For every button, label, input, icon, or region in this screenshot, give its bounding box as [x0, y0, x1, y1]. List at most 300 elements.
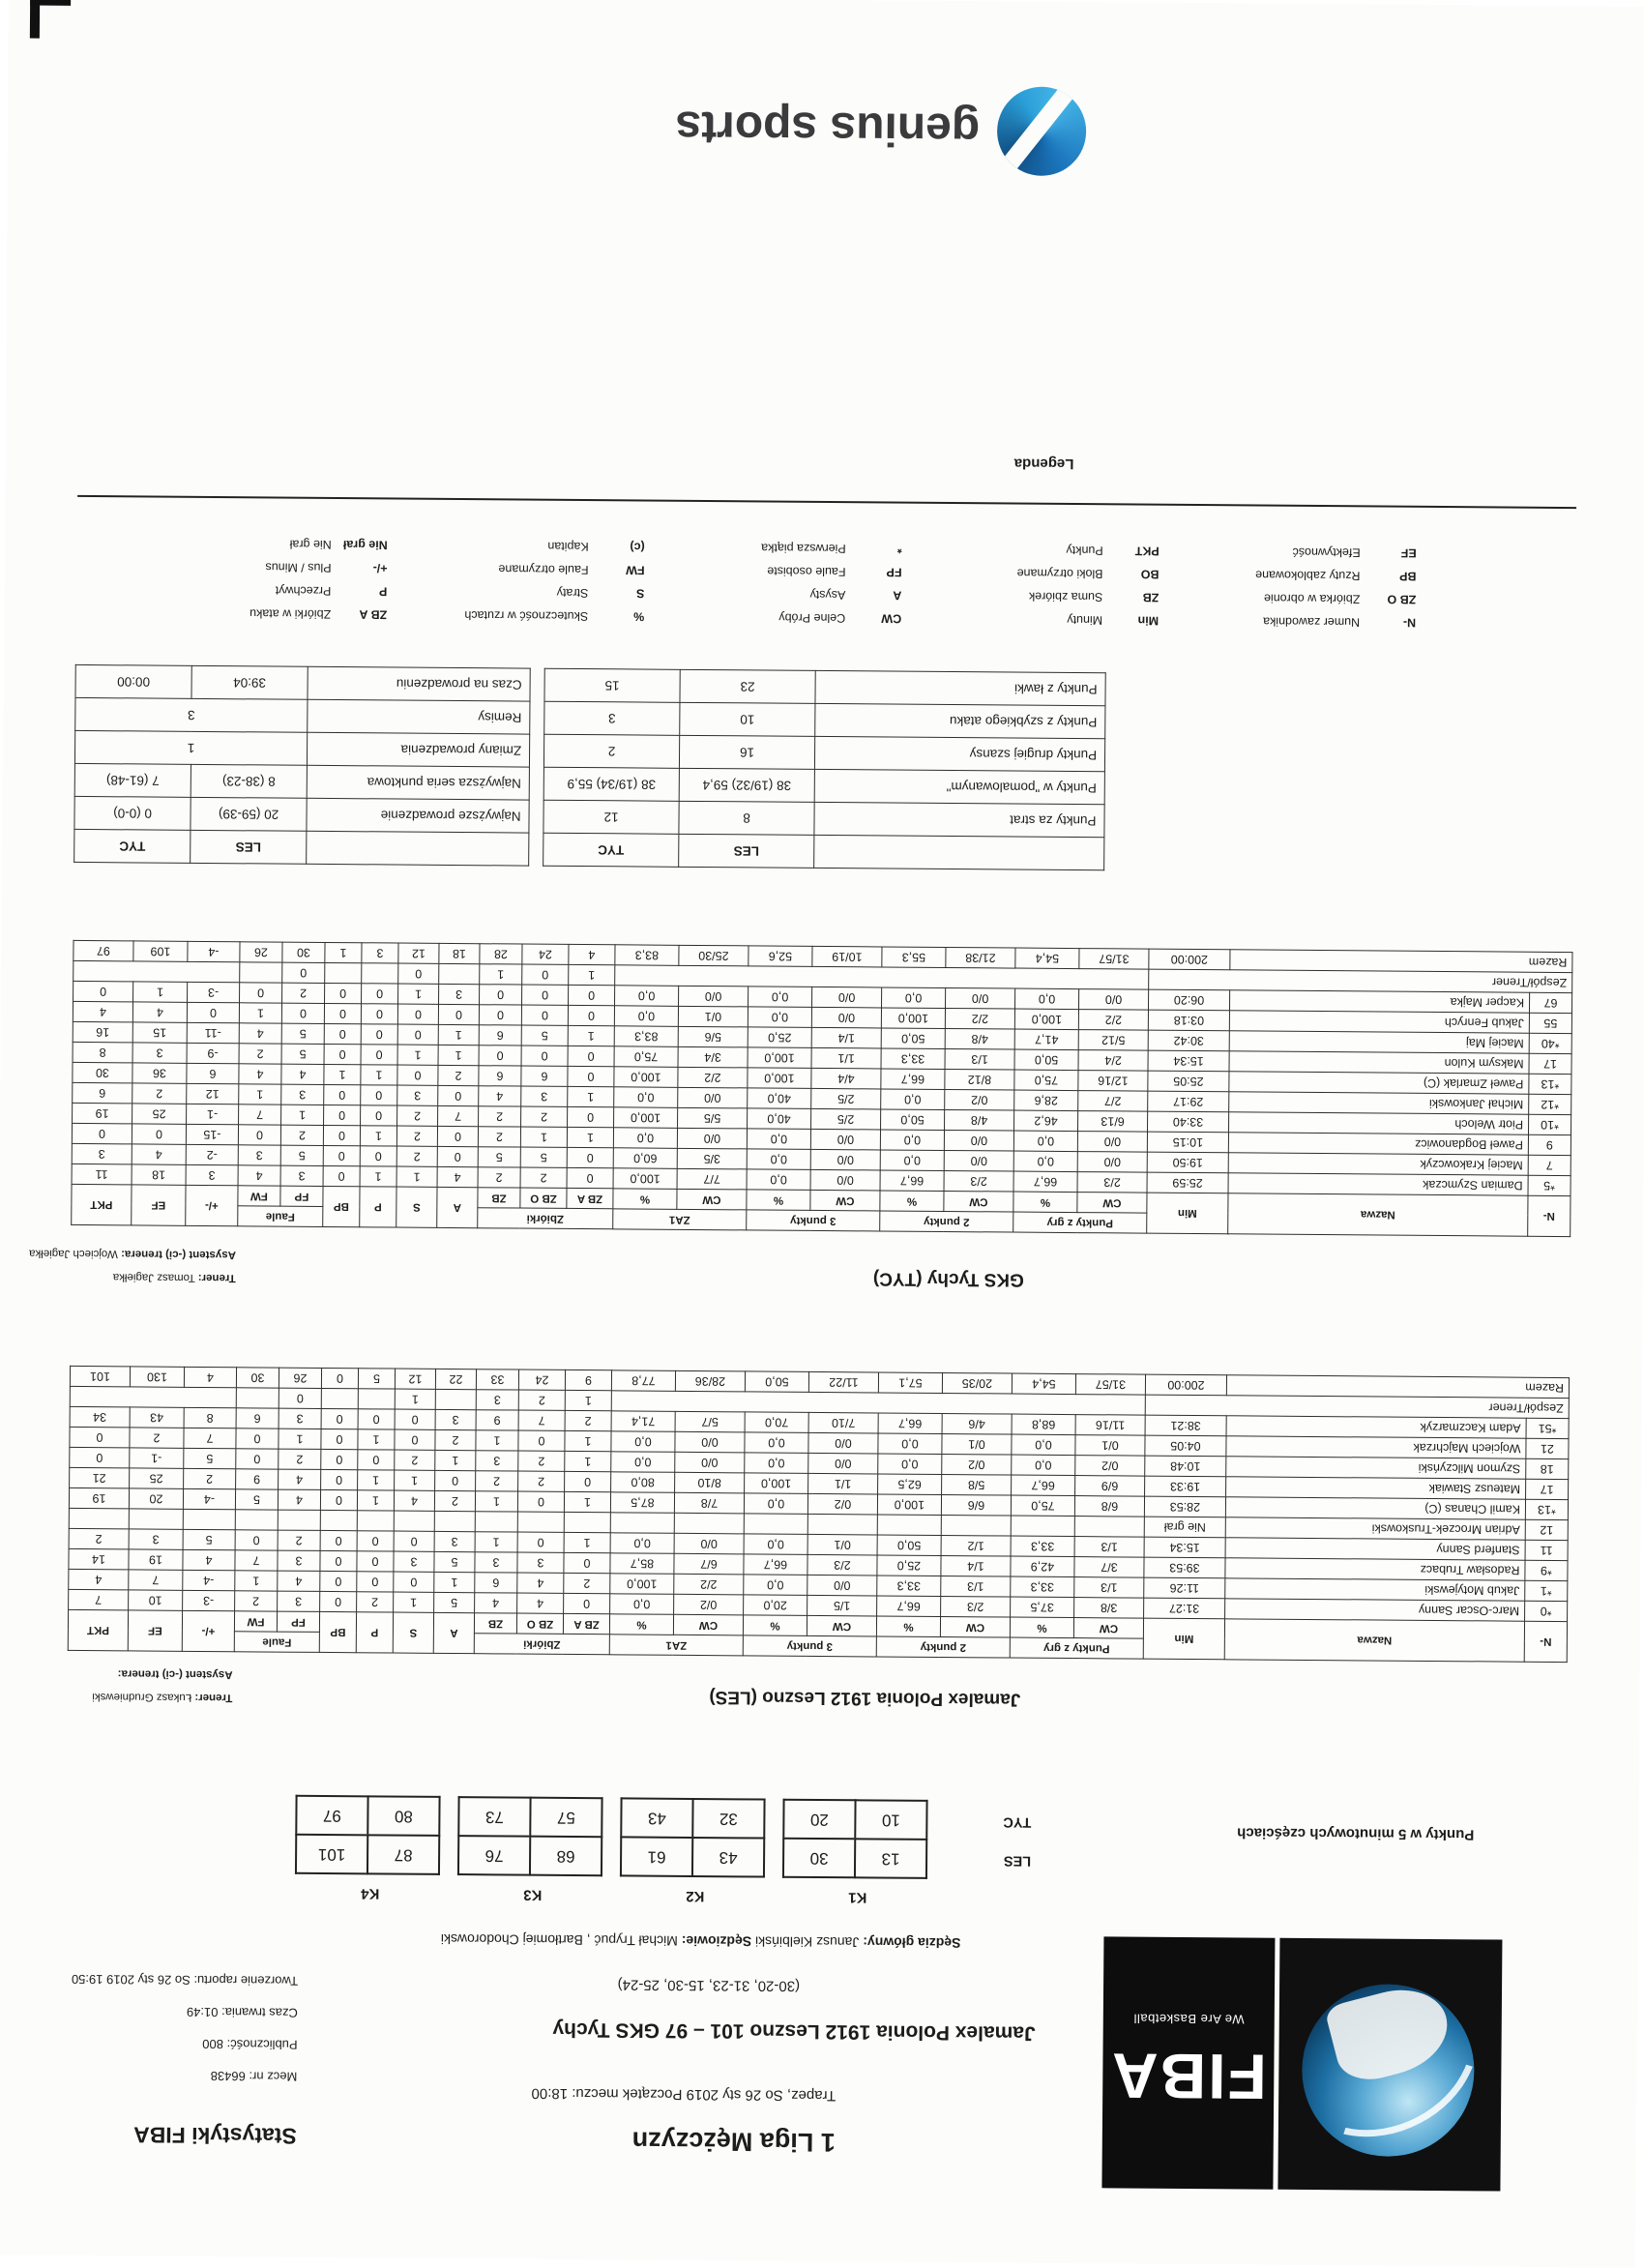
stat-cell: 6 — [521, 1066, 568, 1086]
stat-cell: 36 — [132, 1063, 187, 1083]
column-header: S — [396, 1187, 437, 1227]
stat-cell: 0/1 — [678, 1006, 748, 1027]
legend-entry — [387, 598, 644, 623]
stat-cell: 1 — [565, 1451, 611, 1471]
legend-desc: Przechwyt — [275, 583, 332, 598]
stat-cell: 3 — [280, 1165, 323, 1186]
legend-desc: Bloki otrzymane — [1016, 566, 1103, 581]
legend-abbr: EF — [1400, 545, 1417, 560]
stat-cell: 0/0 — [811, 1007, 881, 1028]
stat-cell: 2 — [521, 1106, 568, 1127]
stat-cell: 100,0 — [1014, 1009, 1078, 1030]
legend-entry — [1159, 581, 1416, 606]
stat-cell: 85,7 — [610, 1553, 674, 1575]
stat-cell: 100,0 — [610, 1574, 674, 1595]
stat-cell — [321, 1388, 358, 1408]
legend-desc: Minuty — [1067, 612, 1103, 628]
legend-desc: Numer zawodnika — [1263, 614, 1361, 630]
column-header: CW — [810, 1190, 880, 1211]
stat-cell: 3 — [281, 1084, 324, 1105]
quarter-score-cell: 10 — [855, 1800, 926, 1840]
legend-abbr: +/- — [372, 561, 388, 575]
totals-cell: 57,1 — [878, 1372, 942, 1394]
stat-cell: 1/3 — [945, 1048, 1014, 1070]
stat-cell: 0 — [518, 1430, 565, 1451]
summary-header-row — [74, 829, 529, 866]
column-header: +/- — [182, 1610, 234, 1651]
stat-cell: 66,7 — [877, 1596, 941, 1617]
player-name: Paweł Bogdanowicz — [1228, 1133, 1528, 1155]
stat-cell: 5 — [183, 1529, 235, 1549]
stat-cell — [357, 1511, 394, 1531]
stat-cell: 9 — [236, 1469, 279, 1489]
stat-cell: 0 — [324, 1023, 361, 1044]
quarter-score-cell: 87 — [367, 1835, 439, 1874]
result-line: Jamalex Polonia 1912 Leszno 101 – 97 GKS Tychy — [552, 2018, 1036, 2045]
column-header: CW — [673, 1614, 743, 1635]
totals-cell: 54,4 — [1012, 1373, 1075, 1395]
stat-cell: 1 — [358, 1429, 395, 1450]
quarter-score-cell: 73 — [458, 1797, 530, 1837]
stat-cell: 0 — [323, 1125, 360, 1145]
legend-entry — [644, 577, 901, 603]
stat-cell: 06:20 — [1148, 989, 1229, 1011]
stat-cell: 2 — [395, 1450, 435, 1470]
summary-team-header: TYC — [74, 829, 191, 863]
stat-cell: 87,5 — [610, 1492, 674, 1514]
stat-cell: 0 — [279, 1388, 321, 1408]
stat-cell: 0 — [521, 1005, 568, 1025]
player-name: Stanferd Sanny — [1225, 1538, 1525, 1560]
legend-desc: Asysty — [809, 587, 846, 603]
stat-cell: 0 — [361, 1024, 397, 1045]
stat-cell: 1 — [569, 964, 615, 985]
totals-cell: 10/19 — [812, 946, 882, 967]
stat-cell: 0 — [357, 1531, 394, 1551]
quarter-score-cell: 43 — [692, 1838, 764, 1877]
summary-label: Punkty za strat — [814, 802, 1104, 837]
stat-cell: 33:40 — [1148, 1111, 1229, 1133]
stat-cell: 5/12 — [1078, 1030, 1148, 1051]
summary-row — [75, 664, 530, 701]
stat-cell: 4 — [132, 1002, 187, 1022]
stat-cell: 0/0 — [677, 1128, 747, 1149]
column-header: ZB A — [563, 1613, 609, 1634]
totals-cell: 28 — [480, 944, 522, 964]
stat-cell: 29:17 — [1148, 1091, 1229, 1112]
totals-cell: 130 — [130, 1367, 184, 1387]
stat-cell: 2 — [396, 1126, 437, 1146]
summary-label: Punkty z szybkiego ataku — [815, 703, 1105, 738]
stat-cell: 7 — [235, 1550, 278, 1571]
assistant-line: Asystent (-ci) trenera: Wojciech Jagiełka — [29, 1247, 237, 1261]
column-header: FP — [277, 1611, 319, 1632]
stat-cell: 30 — [73, 1062, 132, 1082]
stat-cell: 7/7 — [677, 1168, 747, 1190]
quarter-label: K4 — [361, 1885, 380, 1902]
summary-value-tyc: 3 — [544, 701, 680, 735]
stat-cell: 2/3 — [944, 1170, 1013, 1192]
stat-cell: 6 — [236, 1408, 279, 1429]
quarter-label: K2 — [686, 1887, 705, 1905]
stat-cell: 0,0 — [614, 1006, 678, 1027]
roster-body — [72, 940, 1572, 1195]
stat-cell: 0 — [522, 985, 569, 1005]
stat-cell: 75,0 — [1014, 1070, 1078, 1091]
stat-cell: 1 — [520, 1127, 567, 1147]
stat-cell — [362, 963, 398, 984]
stat-cell: 2 — [235, 1591, 278, 1611]
stat-cell: 5/5 — [678, 1107, 748, 1129]
totals-cell: 28/36 — [675, 1370, 745, 1392]
stat-cell: 100,0 — [748, 1068, 811, 1089]
stat-cell: 70,0 — [745, 1412, 808, 1433]
player-name: Maksym Kulon — [1229, 1051, 1529, 1074]
stat-cell — [235, 1510, 278, 1530]
stat-cell: 0/0 — [679, 986, 749, 1007]
legend-abbr: A — [893, 588, 902, 603]
stat-cell: 0,0 — [1014, 988, 1078, 1010]
stat-cell: 0 — [360, 1146, 396, 1166]
legend-entry — [644, 554, 901, 579]
stat-cell: 50,0 — [1014, 1049, 1078, 1071]
stat-cell: 0,0 — [881, 987, 945, 1009]
stat-cell: 0/0 — [945, 987, 1014, 1009]
player-name: Kacper Majka — [1229, 990, 1529, 1013]
quarter-box-row — [296, 1796, 439, 1836]
stat-cell: 0 — [569, 985, 615, 1005]
stat-cell: 4/8 — [945, 1109, 1014, 1131]
stat-cell: 2 — [476, 1471, 518, 1491]
stat-cell: 2 — [518, 1451, 565, 1471]
totals-cell: 26 — [279, 1368, 321, 1388]
stat-cell: 100,0 — [614, 1107, 678, 1129]
legend-desc: Celne Próby — [778, 610, 846, 626]
five-min-team-labels — [1003, 1802, 1032, 1879]
stat-cell: 0 — [517, 1532, 564, 1552]
stat-cell: 1/5 — [807, 1595, 877, 1616]
legend-desc: Punkty — [1066, 543, 1103, 558]
stat-cell: 2/3 — [1077, 1172, 1147, 1193]
stat-cell: 7 — [69, 1589, 129, 1609]
totals-cell: 4 — [569, 944, 615, 964]
stat-cell: *13 — [1529, 1074, 1571, 1094]
legend-abbr: S — [635, 586, 645, 601]
quarter-score-cell: 101 — [296, 1835, 367, 1874]
stat-cell: *5 — [1528, 1175, 1571, 1195]
coach-block-tyc — [29, 1242, 236, 1290]
stat-cell: 7 — [184, 1428, 236, 1448]
stat-cell: 5 — [281, 1023, 324, 1044]
stat-cell: 0 — [320, 1530, 357, 1550]
stat-cell: 33,3 — [1011, 1536, 1074, 1557]
stat-cell: 0,0 — [747, 1129, 810, 1150]
stat-cell — [240, 962, 282, 983]
stat-cell: 2/2 — [674, 1574, 744, 1595]
stat-cell: 4 — [437, 1166, 478, 1187]
stat-cell: 25:05 — [1148, 1071, 1229, 1092]
summary-team-header: TYC — [543, 833, 679, 867]
stat-cell: 0 — [70, 1427, 130, 1447]
stat-cell: 0 — [321, 1449, 358, 1469]
column-header: P — [360, 1187, 396, 1227]
player-name: Kamil Chanas (C) — [1225, 1497, 1525, 1519]
quarter-box — [620, 1797, 766, 1877]
stat-cell: 7 — [239, 1105, 281, 1125]
stat-cell: 3 — [517, 1552, 564, 1573]
stat-cell: 1 — [394, 1592, 434, 1612]
stat-cell: 1/4 — [811, 1027, 881, 1048]
stat-cell: 7 — [129, 1570, 183, 1590]
legend-entry — [645, 531, 902, 556]
referee-main: Janusz Kielbiński — [754, 1933, 860, 1951]
summary-value-tyc: 00:00 — [75, 664, 191, 698]
stat-cell: 1/3 — [1074, 1577, 1144, 1599]
stat-cell: 6 — [73, 1082, 132, 1103]
legend-desc: Faule otrzymane — [498, 562, 589, 577]
fiba-tagline: We Are Basketball — [1133, 2012, 1245, 2027]
stat-cell: 1 — [567, 1127, 613, 1147]
stat-cell: 4 — [239, 1064, 281, 1084]
player-name: Michał Jankowski — [1229, 1092, 1529, 1114]
column-header: S — [393, 1612, 433, 1653]
stat-cell: 4 — [394, 1490, 434, 1511]
summary-row — [543, 734, 1104, 772]
summary-value-les: 8 — [679, 801, 814, 835]
stat-cell: 0 — [398, 963, 439, 984]
stat-cell: 42,9 — [1011, 1556, 1074, 1577]
stat-cell: 0 — [357, 1551, 394, 1572]
player-name: Piotr Weloch — [1228, 1112, 1528, 1134]
column-header: +/- — [186, 1185, 238, 1225]
fiba-wordmark-box — [1101, 1936, 1275, 2189]
stat-cell: 1 — [435, 1450, 476, 1470]
stat-cell: 0 — [522, 964, 569, 985]
stat-cell — [69, 1508, 129, 1528]
legend-title: Legenda — [1013, 455, 1074, 473]
stat-cell: 6/8 — [1074, 1496, 1144, 1517]
stat-cell: 14 — [69, 1548, 129, 1569]
five-min-team-tyc: TYC — [1003, 1813, 1032, 1830]
totals-cell: 21/38 — [946, 947, 1015, 968]
stat-cell: 0/0 — [810, 1169, 880, 1191]
quarter-box-row — [458, 1797, 602, 1837]
stat-cell: 0 — [397, 1004, 438, 1024]
column-header: PKT — [68, 1609, 128, 1650]
stat-cell: 0/0 — [678, 1087, 748, 1108]
blank-cell — [611, 1391, 1145, 1415]
stat-cell: *9 — [1525, 1560, 1568, 1580]
stat-cell: 10 — [129, 1590, 183, 1610]
stat-cell: 0,0 — [745, 1453, 808, 1474]
stat-cell: -3 — [183, 1590, 235, 1610]
stat-cell: 1 — [281, 1105, 324, 1125]
stat-cell: 25 — [130, 1468, 184, 1488]
totals-cell: 77,8 — [611, 1370, 675, 1392]
column-header: Punkty z gry — [1010, 1637, 1143, 1659]
stat-cell: 0 — [568, 1046, 614, 1066]
quarter-box — [295, 1795, 441, 1875]
stat-cell: 1 — [396, 1166, 437, 1187]
totals-cell: 54,4 — [1015, 948, 1079, 969]
stat-cell: 2 — [479, 1106, 521, 1127]
stat-cell: 0 — [73, 981, 133, 1001]
column-header: Min — [1143, 1618, 1224, 1660]
stat-cell: 0 — [240, 983, 282, 1003]
stat-cell: 40,0 — [748, 1088, 811, 1109]
stat-cell: 0 — [397, 1024, 438, 1045]
stat-cell: 0,0 — [744, 1575, 807, 1596]
report-title: Statystyki FIBA — [133, 2122, 297, 2149]
quarter-score-cell: 68 — [530, 1837, 602, 1876]
quarter-score-cell: 57 — [530, 1798, 602, 1838]
legend-desc: Efektywność — [1292, 545, 1361, 560]
stat-cell: 5 — [235, 1489, 278, 1510]
stat-cell: *13 — [1525, 1499, 1568, 1519]
stat-cell: 3 — [279, 1408, 321, 1429]
stat-cell — [325, 962, 362, 983]
quarter-box — [782, 1799, 928, 1879]
stat-cell: 0,0 — [745, 1432, 808, 1454]
stat-cell: 7/10 — [808, 1412, 878, 1433]
stat-cell: 1 — [475, 1491, 517, 1512]
totals-cell: 9 — [565, 1370, 611, 1390]
column-header: EF — [132, 1185, 186, 1225]
quarter-scores-line: (30-20, 31-23, 15-30, 25-24) — [617, 1976, 801, 1994]
stat-cell: 0 — [324, 1003, 361, 1023]
stat-cell: 80,0 — [611, 1472, 675, 1493]
stat-cell: 2 — [434, 1490, 475, 1511]
stat-cell: 31:27 — [1144, 1598, 1225, 1619]
stat-cell: 3 — [439, 984, 480, 1004]
stat-cell: 7 — [438, 1105, 479, 1126]
stat-cell: 0 — [323, 1165, 360, 1186]
stat-cell: 8/10 — [675, 1472, 745, 1493]
stat-cell: 0 — [395, 1409, 435, 1429]
stat-cell: 0,0 — [881, 1089, 945, 1110]
stat-cell: 2 — [279, 1449, 321, 1469]
stat-cell: 30:42 — [1148, 1030, 1229, 1051]
stat-cell: 1 — [279, 1429, 321, 1449]
stat-cell: 19:33 — [1145, 1476, 1226, 1497]
summary-value-les: 23 — [680, 669, 815, 703]
summary-team-header: LES — [679, 834, 814, 868]
stat-cell: 4/6 — [942, 1413, 1012, 1434]
stat-cell: 6/6 — [941, 1494, 1011, 1516]
coach-line: Trener: Łukasz Grudniewski — [92, 1691, 233, 1704]
summary-table-right — [73, 664, 531, 867]
stat-cell: 3 — [394, 1551, 434, 1572]
stat-cell: 1 — [397, 1045, 438, 1065]
legend-abbr: BP — [1399, 569, 1417, 583]
stat-cell: 3/8 — [1074, 1598, 1144, 1619]
totals-cell: -4 — [188, 941, 240, 961]
stat-cell: 2 — [565, 1410, 611, 1430]
stat-cell: *0 — [1525, 1601, 1568, 1621]
stat-cell: 0 — [324, 1084, 361, 1105]
stat-cell: 2 — [280, 1125, 323, 1145]
summary-corner-cell — [307, 831, 529, 866]
stat-cell: 0 — [132, 1124, 186, 1144]
stat-cell: 0 — [357, 1572, 394, 1592]
stat-cell: 0 — [564, 1593, 610, 1613]
stat-cell: 66,7 — [878, 1413, 942, 1434]
fiba-logo — [1101, 1936, 1502, 2191]
stat-cell: 2/3 — [807, 1554, 877, 1576]
column-header: ZB — [474, 1613, 516, 1634]
stat-cell: *40 — [1529, 1033, 1571, 1053]
stat-cell: 34 — [70, 1406, 130, 1427]
stat-cell: 1/3 — [941, 1576, 1011, 1597]
stat-cell — [807, 1514, 877, 1535]
stat-cell: 0/1 — [942, 1433, 1012, 1455]
stat-cell: 2/4 — [1078, 1050, 1148, 1072]
stat-cell: 4 — [132, 1144, 186, 1164]
totals-cell: 200:00 — [1145, 1374, 1226, 1396]
blank-cell — [615, 965, 1149, 989]
stat-cell: 2 — [397, 1105, 438, 1126]
summary-value-tyc: 38 (19/34) 55,9 — [543, 767, 679, 801]
stat-cell: 4 — [479, 1086, 521, 1106]
quarter-score-cell: 30 — [783, 1839, 855, 1878]
stat-cell: 2 — [520, 1167, 567, 1188]
stat-cell: 2 — [478, 1127, 520, 1147]
team-heading-les: Jamalex Polonia 1912 Leszno (LES) — [709, 1687, 1021, 1710]
stat-cell: 100,0 — [877, 1494, 941, 1516]
column-header: BP — [323, 1186, 360, 1226]
legend-entry — [130, 596, 387, 621]
venue-line: Trapez, So 26 sty 2019 Początek meczu: 18:00 — [531, 2084, 837, 2105]
stat-cell: 0 — [72, 1123, 132, 1143]
stat-cell: 2 — [282, 983, 325, 1003]
totals-label: Razem — [1230, 950, 1572, 973]
totals-cell: 97 — [73, 940, 133, 960]
stat-cell: 38:21 — [1145, 1415, 1226, 1436]
stat-cell: 3 — [72, 1143, 132, 1163]
quarter-score-cell: 97 — [296, 1796, 367, 1836]
stat-cell: 0,0 — [749, 987, 812, 1008]
team-bench-label: Zespół/Trener — [1149, 969, 1572, 992]
legend-desc: Zbiórki w ataku — [250, 606, 332, 621]
stat-cell: 33,3 — [1011, 1576, 1074, 1598]
legend-abbr: CW — [881, 611, 902, 626]
stat-cell: 1 — [395, 1389, 435, 1409]
legend-abbr: FP — [886, 565, 902, 579]
column-header: % — [609, 1614, 673, 1635]
stat-cell: 0 — [236, 1449, 279, 1469]
stat-cell: 4 — [475, 1593, 517, 1613]
stat-cell: 3 — [397, 1085, 438, 1105]
quarter-score-cell: 61 — [621, 1837, 692, 1876]
legend-desc: Kapitan — [547, 539, 589, 554]
stat-cell: 4 — [239, 1023, 281, 1044]
stat-cell: 3 — [132, 1043, 187, 1063]
stat-cell: 6 — [187, 1063, 239, 1083]
column-header: Nazwa — [1228, 1193, 1528, 1236]
stat-cell: 20,0 — [744, 1595, 807, 1616]
totals-cell: 24 — [522, 944, 569, 964]
stat-cell: 75,0 — [1011, 1495, 1074, 1517]
stat-cell: 1 — [361, 1065, 397, 1085]
stat-cell: 4 — [278, 1489, 320, 1510]
stat-cell: 50,0 — [881, 1109, 945, 1131]
stat-cell: 0/2 — [942, 1454, 1012, 1475]
quarter-box-row — [458, 1836, 602, 1875]
stat-cell: 50,0 — [877, 1535, 941, 1556]
column-header: 3 punkty — [747, 1210, 880, 1231]
stat-cell: 3 — [475, 1552, 517, 1573]
legend-entry — [131, 549, 388, 574]
